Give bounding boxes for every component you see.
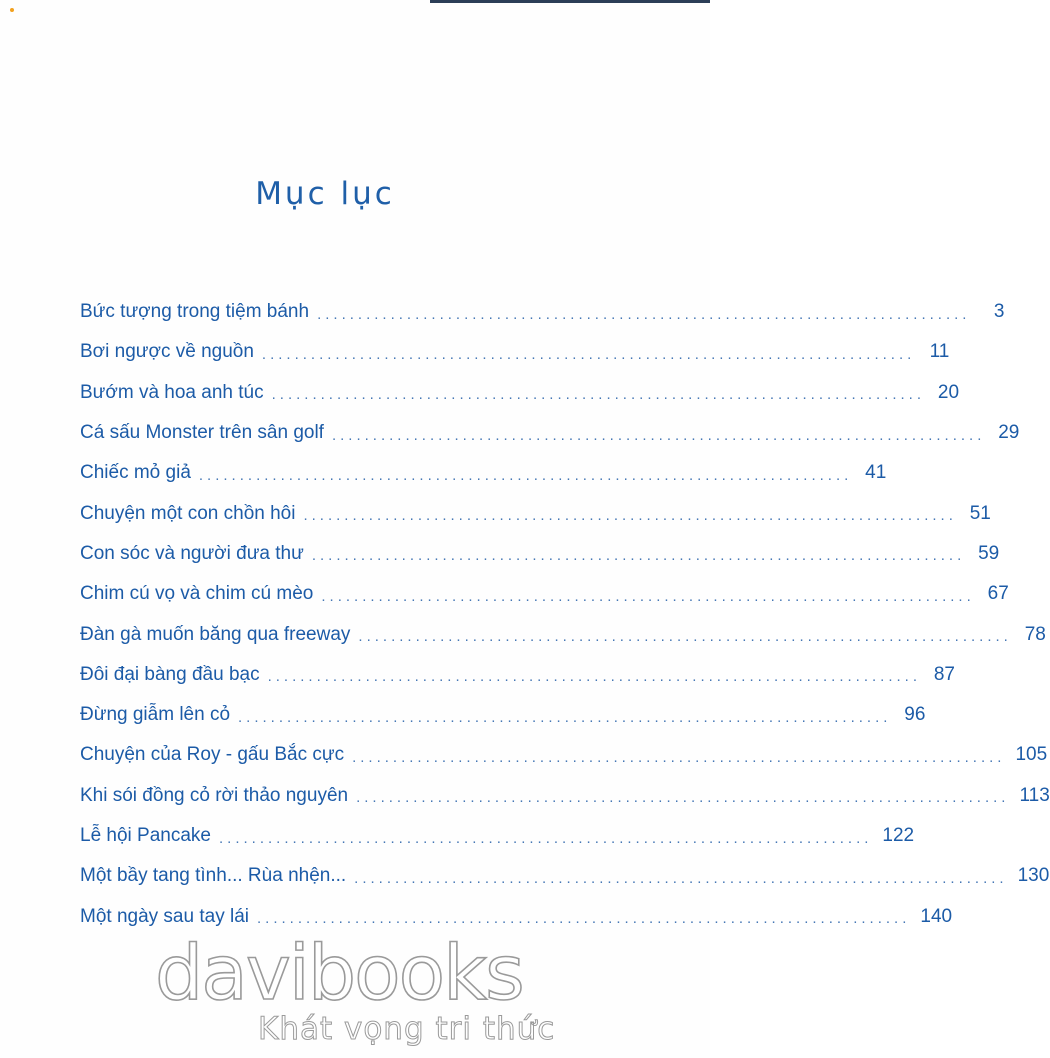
watermark-tagline: Khát vọng tri thức: [258, 1011, 556, 1047]
toc-entry-page: 41: [865, 462, 887, 484]
toc-entry[interactable]: [80, 574, 1009, 614]
toc-entry-page: 51: [969, 502, 991, 524]
toc-entry[interactable]: [80, 695, 926, 735]
dot-leader: ................................................................................: [267, 668, 921, 686]
toc-entry[interactable]: [80, 413, 1020, 453]
toc-entry-title: Bướm và hoa anh túc: [80, 381, 264, 403]
toc-entry-title: Chuyện một con chồn hôi: [80, 502, 296, 524]
dot-leader: ................................................................................: [256, 910, 911, 928]
corner-mark: [10, 8, 14, 12]
toc-entry[interactable]: [80, 614, 1046, 654]
toc-entry-title: Lễ hội Pancake: [80, 825, 211, 846]
toc-entry[interactable]: [80, 292, 1005, 332]
dot-leader: ................................................................................: [311, 547, 966, 565]
dot-leader: ................................................................................: [321, 587, 975, 605]
dot-leader: ................................................................................: [271, 386, 926, 404]
toc-entry-title: Khi sói đồng cỏ rời thảo nguyên: [80, 784, 349, 806]
toc-entry-title: Đàn gà muốn băng qua freeway: [80, 623, 351, 645]
toc-entry[interactable]: [80, 735, 1048, 775]
dot-leader: ................................................................................: [303, 507, 957, 525]
toc-entry-title: Một bầy tang tình... Rùa nhện...: [80, 865, 347, 887]
toc-entry-page: 140: [920, 905, 953, 927]
toc-entry-title: Một ngày sau tay lái: [80, 905, 249, 927]
toc-entry-title: Đôi đại bàng đầu bạc: [80, 663, 260, 685]
toc-entry-page: 113: [1019, 784, 1050, 806]
dot-leader: ................................................................................: [219, 829, 873, 847]
toc-entry[interactable]: [80, 856, 1050, 896]
toc-entry[interactable]: [80, 655, 955, 695]
toc-entry-title: Chiếc mỏ giả: [80, 462, 191, 484]
toc-entry-title: Cá sấu Monster trên sân golf: [80, 422, 324, 444]
toc-entry[interactable]: [80, 776, 1050, 816]
toc-entry[interactable]: [80, 373, 960, 413]
toc-entry[interactable]: [80, 332, 950, 372]
toc-entry[interactable]: [80, 493, 991, 533]
toc-entry[interactable]: [80, 816, 915, 856]
toc-entry-title: Con sóc và người đưa thư: [80, 542, 304, 564]
toc-entry-page: 29: [998, 422, 1020, 444]
table-of-contents: [80, 292, 1050, 937]
dot-leader: ................................................................................: [356, 789, 1010, 807]
watermark-logo: davibooks: [155, 928, 523, 1017]
toc-entry-page: 78: [1024, 623, 1046, 645]
toc-entry-page: 87: [933, 663, 955, 685]
toc-entry-title: Bơi ngược về nguồn: [80, 341, 254, 363]
page-title: Mục lục: [255, 176, 395, 212]
toc-entry-page: 96: [904, 704, 926, 726]
toc-entry-title: Đừng giẫm lên cỏ: [80, 704, 231, 726]
toc-entry-page: 122: [882, 825, 915, 846]
toc-entry-title: Chim cú vọ và chim cú mèo: [80, 583, 314, 605]
toc-entry-page: 20: [937, 381, 960, 403]
toc-entry-title: Chuyện của Roy - gấu Bắc cực: [80, 744, 345, 766]
dot-leader: ................................................................................: [354, 869, 1008, 887]
dot-leader: ................................................................................: [352, 748, 1006, 766]
toc-entry-page: 67: [987, 583, 1009, 605]
toc-entry-page: 3: [993, 301, 1005, 323]
toc-entry[interactable]: [80, 534, 1000, 574]
dot-leader: ................................................................................: [198, 466, 853, 484]
toc-entry-page: 130: [1017, 865, 1050, 887]
top-edge-rule: [430, 0, 710, 3]
toc-entry-page: 105: [1015, 744, 1048, 766]
toc-entry-title: Bức tượng trong tiệm bánh: [80, 301, 310, 323]
toc-entry[interactable]: [80, 453, 887, 493]
dot-leader: ................................................................................: [317, 305, 971, 323]
dot-leader: ................................................................................: [331, 426, 986, 444]
dot-leader: ................................................................................: [238, 708, 892, 726]
toc-entry-page: 11: [929, 341, 950, 363]
dot-leader: ................................................................................: [358, 628, 1012, 646]
dot-leader: ................................................................................: [261, 345, 916, 363]
toc-entry-page: 59: [978, 542, 1000, 564]
